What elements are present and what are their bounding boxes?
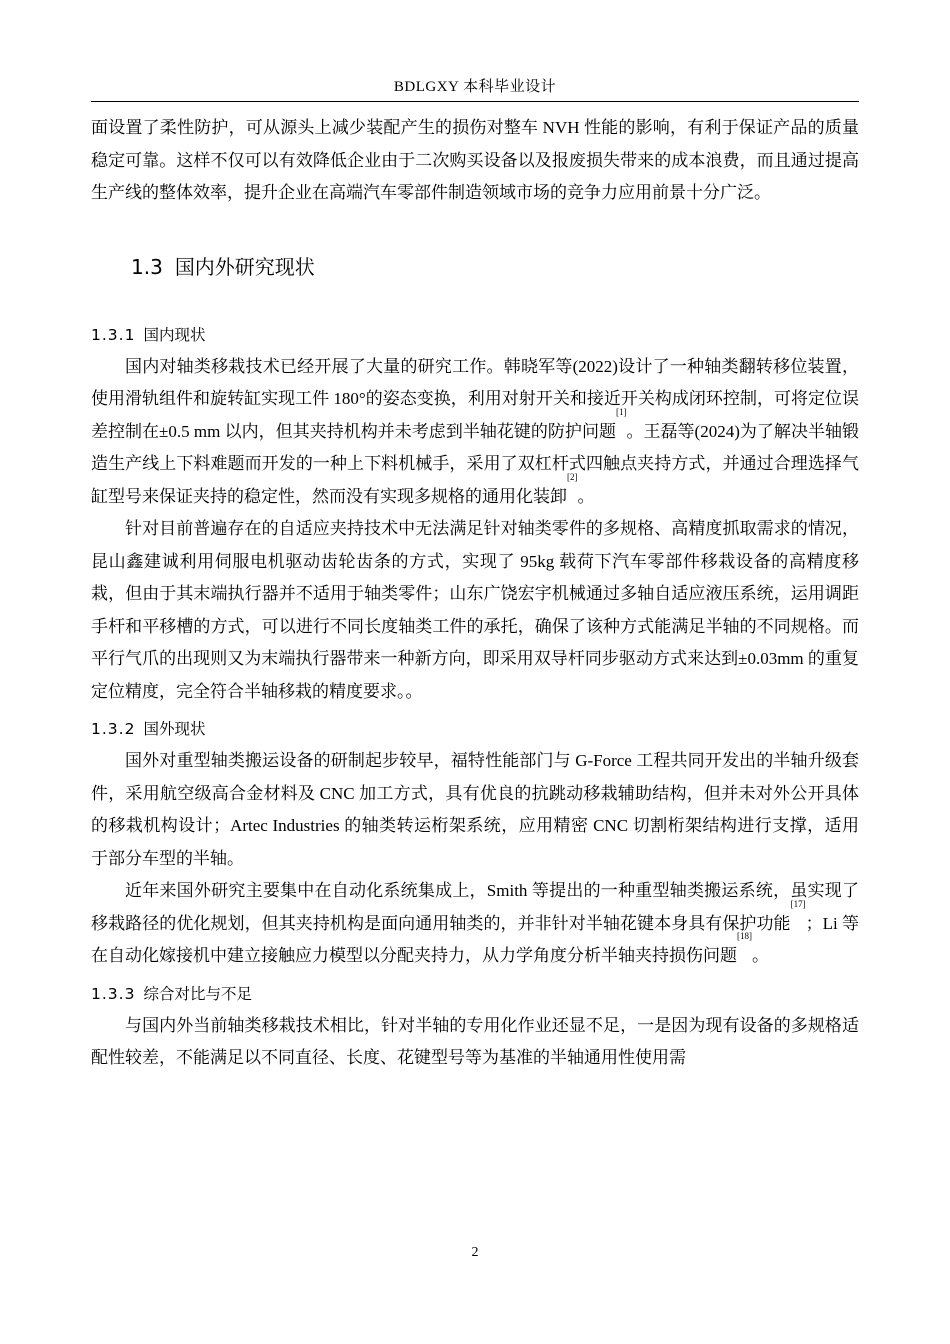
section-number: 1.3 [131,254,163,279]
citation-ref: [2] [567,471,578,482]
subsection-heading-1-3-1 [91,322,859,348]
citation-ref: [1] [615,406,627,417]
paragraph-text: 。 [752,946,769,965]
citation-ref: [17] [790,898,806,909]
subsection-number: 1.3.3 [91,984,136,1003]
subsection-heading-1-3-3 [91,981,859,1007]
paragraph-domestic-2: 针对目前普遍存在的自适应夹持技术中无法满足针对轴类零件的多规格、高精度抓取需求的情况，昆山鑫建诚利用伺服电机驱动齿轮齿条的方式，实现了 95kg 载荷下汽车零部件移栽设备的高精度移栽，但由于其末端执行器并不适用于轴类零件；山东广饶宏宇机械通过多轴自适应液压系统，运用调距手杆和平移槽的方式，可以进行不同长度轴类工件的承托，确保了该种方式能满足半轴的不同规格。而平行气爪的出现则又为末端执行器带来一种新方向，即采用双导杆同步驱动方式来达到±0.03mm 的重复定位精度，完全符合半轴移栽的精度要求。。 [91,519,859,701]
header-rule [91,101,859,102]
paragraph-domestic-1 [91,351,859,514]
subsection-title: 国内现状 [143,325,206,344]
paragraph-text: 近年来国外研究主要集中在自动化系统集成上，Smith 等提出的一种重型轴类搬运系统，虽实现了移栽路径的优化规划，但其夹持机构是面向通用轴类的，并非针对半轴花键本身具有保护功能 [91,881,859,933]
page-header: BDLGXY 本科毕业设计 [393,79,557,95]
subsection-title: 综合对比与不足 [143,984,252,1003]
paragraph-text: ；Li 等在自动化嫁接机中建立接触应力模型以分配夹持力，从力学角度分析半轴夹持损伤问题 [91,913,859,965]
section-heading-1-3 [131,252,859,282]
intro-paragraph: 面设置了柔性防护，可从源头上减少装配产生的损伤对整车 NVH 性能的影响，有利于保证产品的质量稳定可靠。这样不仅可以有效降低企业由于二次购买设备以及报废损失带来的成本浪费，而且通过提高生产线的整体效率，提升企业在高端汽车零部件制造领域市场的竞争力应用前景十分广泛。 [91,118,859,202]
page-content [91,112,859,1075]
subsection-number: 1.3.1 [91,325,136,344]
paragraph-foreign-1: 国外对重型轴类搬运设备的研制起步较早，福特性能部门与 G-Force 工程共同开发出的半轴升级套件，采用航空级高合金材料及 CNC 加工方式，具有优良的抗跳动移栽辅助结构，但并未对外公开具体的移栽机构设计；Artec Industries 的轴类转运桁架系统，应用精密 CNC 切割桁架结构进行支撑，适用于部分车型的半轴。 [91,751,859,868]
page-number: 2 [471,1245,479,1260]
paragraph-text: 。王磊等(2024)为了解决半轴锻造生产线上下料难题而开发的一种上下料机械手，采用了双杠杆式四触点夹持方式，并通过合理选择气缸型号来保证夹持的稳定性，然而没有实现多规格的通用化装卸 [91,421,859,506]
subsection-title: 国外现状 [143,720,206,738]
citation-ref: [18] [737,931,752,941]
paragraph-text: 国内对轴类移栽技术已经开展了大量的研究工作。韩晓军等(2022)设计了一种轴类翻转移位装置，使用滑轨组件和旋转缸实现工件 180°的姿态变换，利用对射开关和接近开关构成闭环控制，可将定位误差控制在±0.5 mm 以内，但其夹持机构并未考虑到半轴花键的防护问题 [91,356,859,441]
subsection-heading-1-3-2 [91,716,859,742]
subsection-number: 1.3.2 [91,720,136,738]
paragraph-comparison-1: 与国内外当前轴类移栽技术相比，针对半轴的专用化作业还显不足，一是因为现有设备的多规格适配性较差，不能满足以不同直径、长度、花键型号等为基准的半轴通用性使用需 [91,1015,859,1067]
section-title: 国内外研究现状 [174,254,315,279]
paragraph-text: 。 [577,486,595,506]
paragraph-foreign-2 [91,875,859,973]
